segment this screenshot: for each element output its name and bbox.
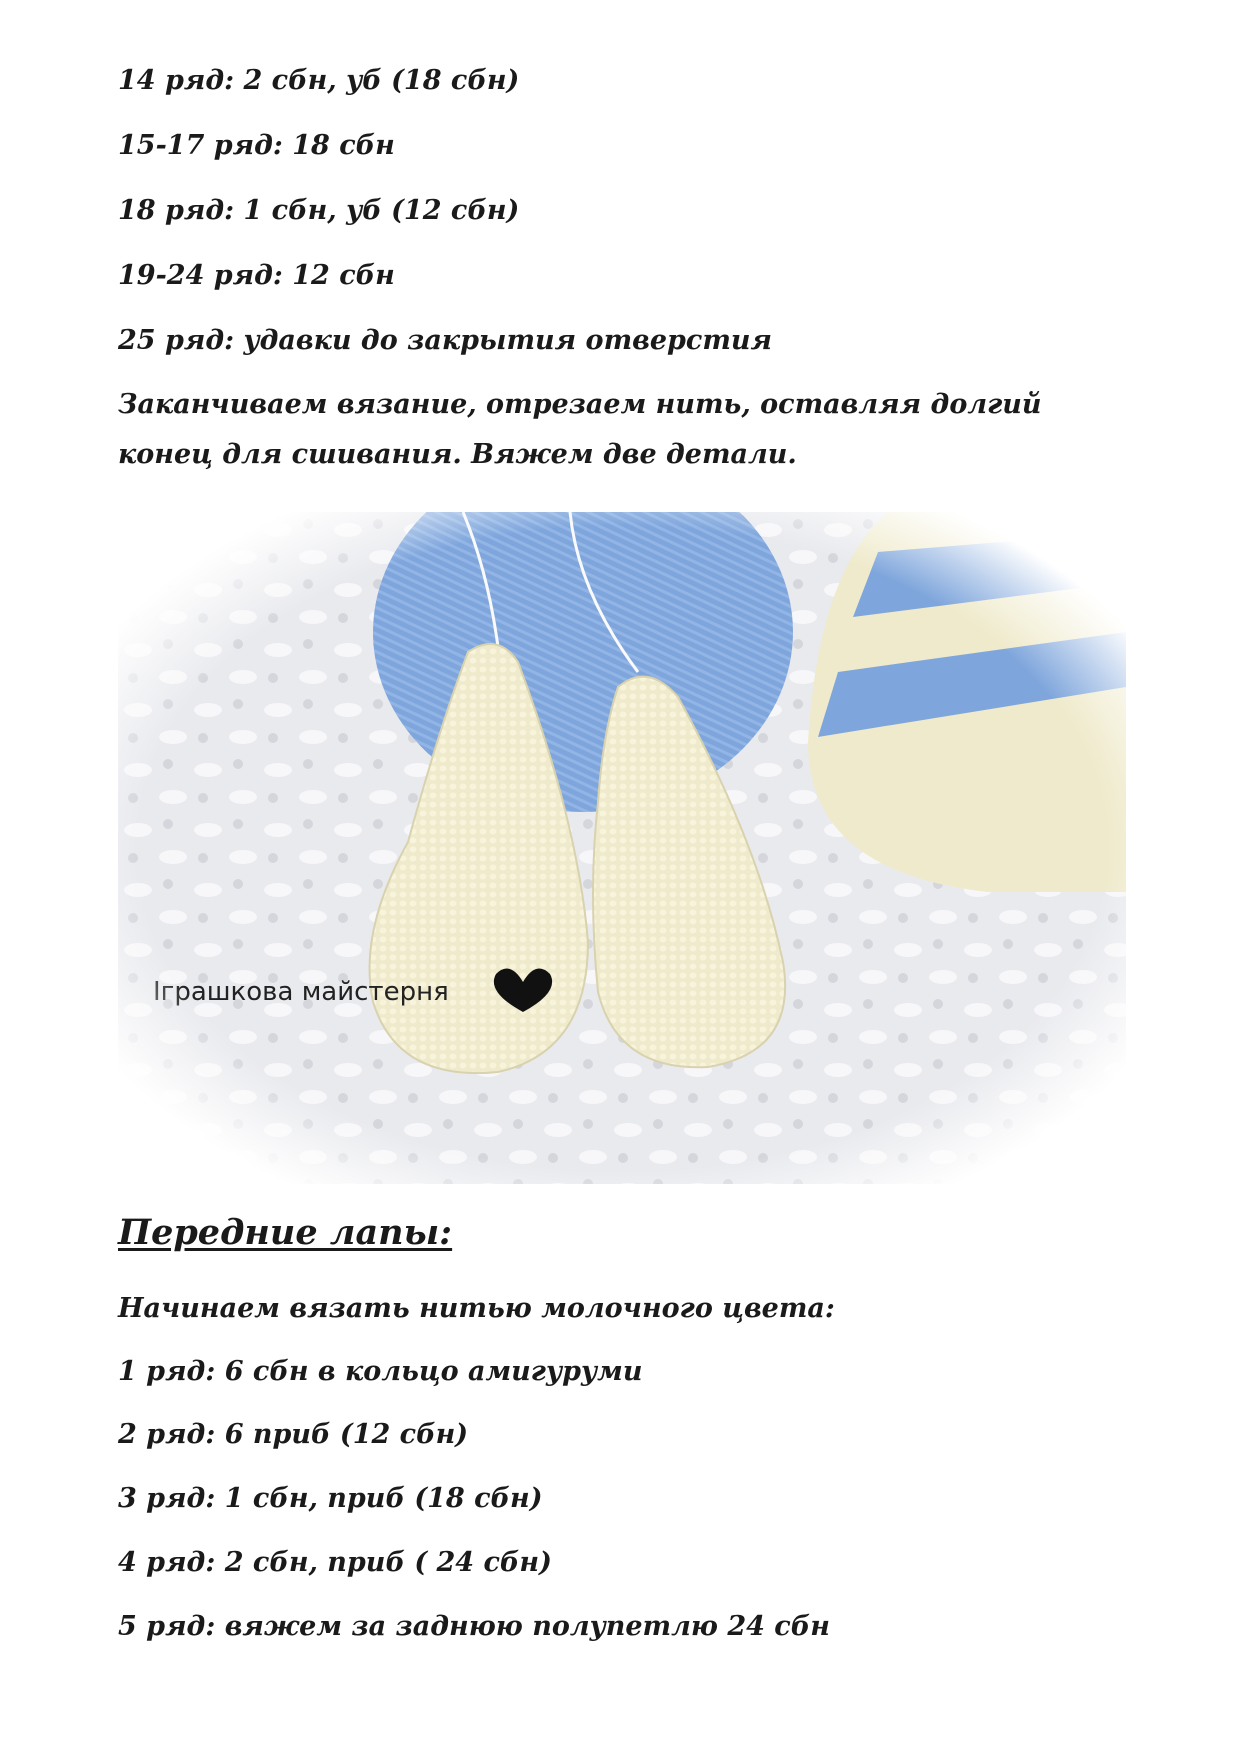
row-14: 14 ряд: 2 сбн, уб (18 сбн) (118, 65, 520, 96)
row-3: 3 ряд: 1 сбн, приб (18 сбн) (118, 1483, 543, 1514)
row-25: 25 ряд: удавки до закрытия отверстия (118, 325, 773, 356)
row-19-24: 19-24 ряд: 12 сбн (118, 260, 395, 291)
row-1: 1 ряд: 6 сбн в кольцо амигуруми (118, 1356, 643, 1387)
section-title: Передние лапы: (118, 1212, 453, 1253)
row-18: 18 ряд: 1 сбн, уб (12 сбн) (118, 195, 520, 226)
photo-vignette (118, 512, 1126, 1184)
row-5: 5 ряд: вяжем за заднюю полупетлю 24 сбн (118, 1611, 830, 1642)
row-2: 2 ряд: 6 приб (12 сбн) (118, 1419, 469, 1450)
crochet-photo (118, 512, 1126, 1184)
finish-instructions: Заканчиваем вязание, отрезаем нить, оставляя долгий конец для сшивания. Вяжем две детали. (118, 389, 1042, 470)
row-15-17: 15-17 ряд: 18 сбн (118, 130, 395, 161)
row-4: 4 ряд: 2 сбн, приб ( 24 сбн) (118, 1547, 552, 1578)
intro-text: Начинаем вязать нитью молочного цвета: (118, 1293, 835, 1324)
